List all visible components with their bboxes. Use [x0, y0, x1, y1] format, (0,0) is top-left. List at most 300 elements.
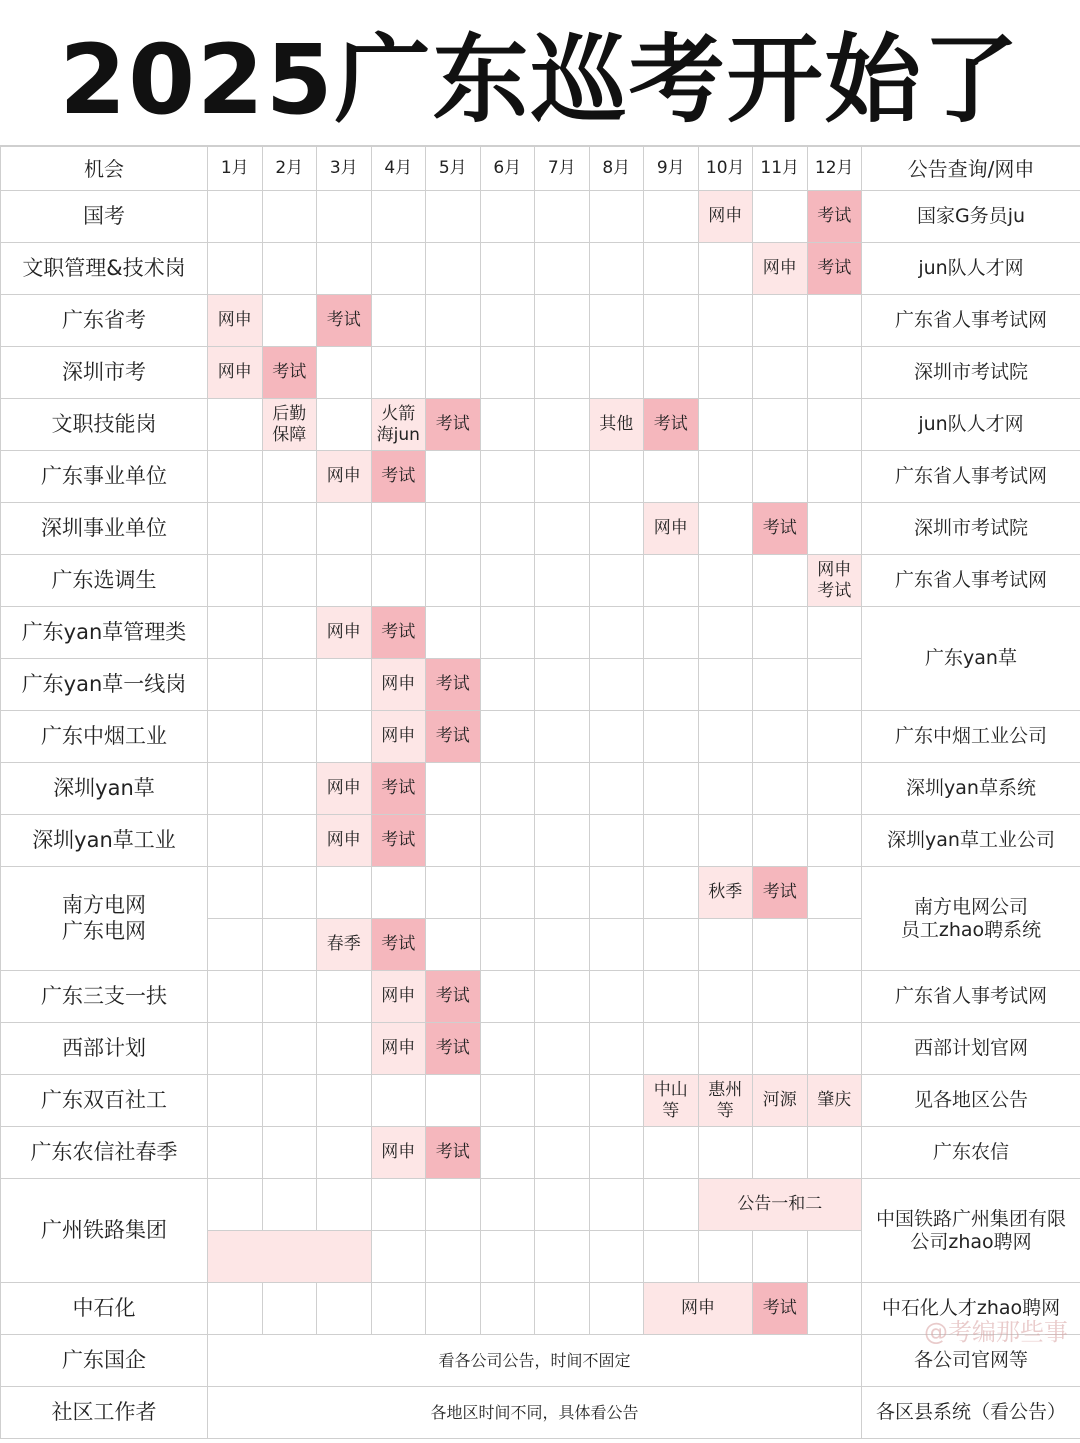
row-source: 广东中烟工业公司 [862, 711, 1080, 763]
table-row [1, 815, 1080, 867]
empty-cell [371, 1075, 426, 1127]
row-name: 广东中烟工业 [1, 711, 208, 763]
row-name: 广东yan草管理类 [1, 607, 208, 659]
empty-cell [698, 555, 753, 607]
schedule-cell: 网申 [644, 1283, 753, 1335]
empty-cell [208, 1127, 263, 1179]
empty-cell [589, 763, 644, 815]
empty-cell [480, 399, 535, 451]
empty-cell [535, 1023, 590, 1075]
empty-cell [753, 815, 808, 867]
row-source: 见各地区公告 [862, 1075, 1080, 1127]
schedule-cell: 考试 [262, 347, 317, 399]
row-name: 深圳市考 [1, 347, 208, 399]
table-row [1, 763, 1080, 815]
schedule-cell: 各地区时间不同，具体看公告 [208, 1387, 862, 1439]
schedule-cell: 考试 [807, 243, 862, 295]
empty-cell [698, 919, 753, 971]
empty-cell [535, 555, 590, 607]
schedule-cell: 网申 [371, 1127, 426, 1179]
row-name: 深圳yan草 [1, 763, 208, 815]
empty-cell [480, 1179, 535, 1231]
empty-cell [807, 763, 862, 815]
table-row [1, 191, 1080, 243]
empty-cell [644, 711, 699, 763]
empty-cell [371, 555, 426, 607]
empty-cell [480, 191, 535, 243]
empty-cell [480, 607, 535, 659]
row-name: 西部计划 [1, 1023, 208, 1075]
schedule-cell: 考试 [371, 451, 426, 503]
empty-cell [535, 191, 590, 243]
empty-cell [262, 1283, 317, 1335]
empty-cell [644, 815, 699, 867]
empty-cell [208, 451, 263, 503]
schedule-cell: 其他 [589, 399, 644, 451]
empty-cell [753, 1023, 808, 1075]
empty-cell [426, 1231, 481, 1283]
empty-cell [426, 607, 481, 659]
header-month: 8月 [589, 147, 644, 191]
table-row [1, 347, 1080, 399]
empty-cell [480, 971, 535, 1023]
empty-cell [753, 295, 808, 347]
row-name: 广东事业单位 [1, 451, 208, 503]
empty-cell [208, 555, 263, 607]
table-row [1, 1283, 1080, 1335]
empty-cell [698, 1127, 753, 1179]
empty-cell [535, 711, 590, 763]
table-row [1, 971, 1080, 1023]
schedule-cell: 考试 [371, 607, 426, 659]
empty-cell [480, 555, 535, 607]
table-row [1, 1387, 1080, 1439]
schedule-cell: 网申 [317, 451, 372, 503]
empty-cell [262, 503, 317, 555]
empty-cell [535, 295, 590, 347]
empty-cell [589, 815, 644, 867]
empty-cell [807, 919, 862, 971]
empty-cell [317, 867, 372, 919]
empty-cell [480, 503, 535, 555]
schedule-cell: 网申 [317, 815, 372, 867]
row-source: 国家G务员ju [862, 191, 1080, 243]
empty-cell [589, 607, 644, 659]
schedule-cell: 考试 [371, 919, 426, 971]
empty-cell [317, 347, 372, 399]
empty-cell [208, 711, 263, 763]
empty-cell [371, 1179, 426, 1231]
empty-cell [371, 243, 426, 295]
empty-cell [589, 503, 644, 555]
empty-cell [426, 555, 481, 607]
empty-cell [480, 1283, 535, 1335]
empty-cell [480, 1127, 535, 1179]
empty-cell [698, 659, 753, 711]
empty-cell [807, 659, 862, 711]
empty-cell [807, 399, 862, 451]
empty-cell [535, 867, 590, 919]
empty-cell [698, 243, 753, 295]
row-name: 广东双百社工 [1, 1075, 208, 1127]
schedule-cell: 网申 [208, 347, 263, 399]
row-source: 各区县系统（看公告） [862, 1387, 1080, 1439]
schedule-cell: 考试 [807, 191, 862, 243]
empty-cell [589, 1127, 644, 1179]
empty-cell [317, 1127, 372, 1179]
empty-cell [262, 659, 317, 711]
watermark: @考编那些事 [924, 1318, 1068, 1346]
schedule-cell: 网申 [317, 607, 372, 659]
empty-cell [644, 1179, 699, 1231]
empty-cell [644, 347, 699, 399]
table-row [1, 607, 1080, 659]
empty-cell [262, 867, 317, 919]
header-source: 公告查询/网申 [862, 147, 1080, 191]
empty-cell [698, 503, 753, 555]
empty-cell [644, 295, 699, 347]
empty-cell [535, 1179, 590, 1231]
empty-cell [753, 711, 808, 763]
exam-schedule-table [0, 146, 1080, 1439]
empty-cell [317, 1179, 372, 1231]
empty-cell [208, 1283, 263, 1335]
schedule-cell: 惠州 等 [698, 1075, 753, 1127]
empty-cell [807, 1127, 862, 1179]
empty-cell [807, 451, 862, 503]
empty-cell [317, 659, 372, 711]
empty-cell [208, 191, 263, 243]
empty-cell [426, 815, 481, 867]
row-source: 广东省人事考试网 [862, 295, 1080, 347]
table-row [1, 1023, 1080, 1075]
schedule-cell: 春季 [317, 919, 372, 971]
empty-cell [262, 763, 317, 815]
empty-cell [317, 243, 372, 295]
empty-cell [480, 659, 535, 711]
empty-cell [208, 1023, 263, 1075]
row-source: 广东省人事考试网 [862, 971, 1080, 1023]
empty-cell [262, 1127, 317, 1179]
empty-cell [262, 711, 317, 763]
empty-cell [589, 1179, 644, 1231]
empty-cell [753, 659, 808, 711]
empty-cell [589, 1231, 644, 1283]
empty-cell [371, 191, 426, 243]
empty-cell [480, 347, 535, 399]
empty-cell [589, 451, 644, 503]
empty-cell [644, 971, 699, 1023]
schedule-cell: 河源 [753, 1075, 808, 1127]
empty-cell [807, 1023, 862, 1075]
row-name: 文职技能岗 [1, 399, 208, 451]
empty-cell [753, 971, 808, 1023]
row-name: 国考 [1, 191, 208, 243]
row-name: 深圳yan草工业 [1, 815, 208, 867]
empty-cell [807, 1231, 862, 1283]
empty-cell [698, 711, 753, 763]
table-row [1, 867, 1080, 919]
empty-cell [262, 295, 317, 347]
schedule-cell: 考试 [371, 763, 426, 815]
empty-cell [753, 1231, 808, 1283]
row-source: 广东yan草 [862, 607, 1080, 711]
schedule-cell: 网申 [371, 971, 426, 1023]
empty-cell [480, 295, 535, 347]
row-source: jun队人才网 [862, 399, 1080, 451]
empty-cell [262, 1023, 317, 1075]
schedule-cell: 考试 [426, 971, 481, 1023]
empty-cell [426, 1179, 481, 1231]
empty-cell [807, 971, 862, 1023]
row-source: 中国铁路广州集团有限 公司zhao聘网 [862, 1179, 1080, 1283]
empty-cell [371, 347, 426, 399]
empty-cell [208, 1179, 263, 1231]
empty-cell [426, 243, 481, 295]
row-name: 广东选调生 [1, 555, 208, 607]
empty-cell [589, 1075, 644, 1127]
empty-cell [698, 815, 753, 867]
row-name: 广东国企 [1, 1335, 208, 1387]
empty-cell [317, 555, 372, 607]
empty-cell [644, 1127, 699, 1179]
schedule-cell: 后勤 保障 [262, 399, 317, 451]
row-source: 深圳yan草工业公司 [862, 815, 1080, 867]
empty-cell [698, 347, 753, 399]
schedule-cell: 网申 [371, 659, 426, 711]
header-month: 12月 [807, 147, 862, 191]
schedule-cell: 考试 [426, 711, 481, 763]
empty-cell [535, 243, 590, 295]
empty-cell [480, 1231, 535, 1283]
row-name: 广州铁路集团 [1, 1179, 208, 1283]
empty-cell [317, 1023, 372, 1075]
row-source: 西部计划官网 [862, 1023, 1080, 1075]
empty-cell [753, 555, 808, 607]
empty-cell [208, 659, 263, 711]
empty-cell [208, 243, 263, 295]
schedule-cell: 网申 [317, 763, 372, 815]
empty-cell [317, 711, 372, 763]
schedule-cell: 网申 [698, 191, 753, 243]
header-month: 3月 [317, 147, 372, 191]
schedule-cell: 考试 [426, 1127, 481, 1179]
row-source: 各公司官网等 [862, 1335, 1080, 1387]
empty-cell [317, 399, 372, 451]
empty-cell [698, 399, 753, 451]
table-row [1, 555, 1080, 607]
empty-cell [371, 1283, 426, 1335]
empty-cell [317, 1283, 372, 1335]
empty-cell [589, 919, 644, 971]
empty-cell [208, 815, 263, 867]
empty-cell [535, 815, 590, 867]
row-name: 广东省考 [1, 295, 208, 347]
empty-cell [208, 763, 263, 815]
table-row [1, 711, 1080, 763]
empty-cell [262, 191, 317, 243]
empty-cell [426, 451, 481, 503]
schedule-cell: 网申 [753, 243, 808, 295]
row-source: 南方电网公司 员工zhao聘系统 [862, 867, 1080, 971]
empty-cell [698, 971, 753, 1023]
empty-cell [317, 191, 372, 243]
row-source: 广东省人事考试网 [862, 555, 1080, 607]
schedule-cell: 考试 [426, 399, 481, 451]
empty-cell [589, 867, 644, 919]
empty-cell [589, 659, 644, 711]
schedule-cell: 考试 [644, 399, 699, 451]
empty-cell [208, 399, 263, 451]
empty-cell [698, 1023, 753, 1075]
table-row [1, 1127, 1080, 1179]
empty-cell [753, 451, 808, 503]
empty-cell [589, 711, 644, 763]
empty-cell [317, 971, 372, 1023]
empty-cell [807, 711, 862, 763]
empty-cell [589, 1283, 644, 1335]
empty-cell [317, 1075, 372, 1127]
row-source: 深圳yan草系统 [862, 763, 1080, 815]
empty-cell [644, 191, 699, 243]
schedule-cell: 秋季 [698, 867, 753, 919]
empty-cell [426, 1075, 481, 1127]
empty-cell [262, 1179, 317, 1231]
schedule-cell: 考试 [753, 1283, 808, 1335]
empty-cell [644, 867, 699, 919]
empty-cell [807, 347, 862, 399]
empty-cell [753, 607, 808, 659]
empty-cell [535, 399, 590, 451]
empty-cell [535, 1075, 590, 1127]
schedule-cell: 公告一和二 [698, 1179, 862, 1231]
table-row [1, 1335, 1080, 1387]
schedule-cell: 考试 [753, 503, 808, 555]
row-source: 深圳市考试院 [862, 347, 1080, 399]
row-name: 南方电网 广东电网 [1, 867, 208, 971]
empty-cell [589, 555, 644, 607]
empty-cell [535, 347, 590, 399]
row-source: 广东省人事考试网 [862, 451, 1080, 503]
empty-cell [480, 711, 535, 763]
empty-cell [480, 1023, 535, 1075]
empty-cell [644, 659, 699, 711]
empty-cell [535, 763, 590, 815]
empty-cell [208, 503, 263, 555]
empty-cell [317, 503, 372, 555]
header-month: 1月 [208, 147, 263, 191]
empty-cell [535, 919, 590, 971]
empty-cell [262, 1075, 317, 1127]
header-month: 2月 [262, 147, 317, 191]
schedule-cell: 考试 [426, 659, 481, 711]
empty-cell [644, 555, 699, 607]
empty-cell [589, 347, 644, 399]
empty-cell [262, 451, 317, 503]
row-name: 广东yan草一线岗 [1, 659, 208, 711]
row-name: 深圳事业单位 [1, 503, 208, 555]
empty-cell [535, 1283, 590, 1335]
table-row [1, 399, 1080, 451]
empty-cell [208, 607, 263, 659]
empty-cell [262, 919, 317, 971]
row-source: 中石化人才zhao聘网 [862, 1283, 1080, 1335]
empty-cell [807, 503, 862, 555]
header-row [1, 147, 1080, 191]
empty-cell [208, 971, 263, 1023]
empty-cell [426, 763, 481, 815]
empty-cell [753, 1127, 808, 1179]
empty-cell [807, 867, 862, 919]
empty-cell [371, 867, 426, 919]
empty-cell [208, 1075, 263, 1127]
empty-cell [644, 1231, 699, 1283]
empty-cell [426, 295, 481, 347]
empty-cell [480, 763, 535, 815]
empty-cell [426, 347, 481, 399]
empty-cell [535, 1231, 590, 1283]
schedule-cell [208, 1231, 372, 1283]
empty-cell [807, 607, 862, 659]
empty-cell [753, 191, 808, 243]
empty-cell [644, 451, 699, 503]
table-row [1, 451, 1080, 503]
table-row [1, 295, 1080, 347]
schedule-cell: 网申 [371, 711, 426, 763]
row-name: 广东农信社春季 [1, 1127, 208, 1179]
empty-cell [698, 607, 753, 659]
empty-cell [262, 243, 317, 295]
row-source: 广东农信 [862, 1127, 1080, 1179]
header-month: 9月 [644, 147, 699, 191]
empty-cell [589, 971, 644, 1023]
row-name: 中石化 [1, 1283, 208, 1335]
page-title: 2025广东巡考开始了 [0, 0, 1080, 146]
empty-cell [535, 451, 590, 503]
empty-cell [426, 867, 481, 919]
header-month: 6月 [480, 147, 535, 191]
table-row [1, 503, 1080, 555]
empty-cell [535, 971, 590, 1023]
empty-cell [807, 815, 862, 867]
empty-cell [480, 451, 535, 503]
empty-cell [480, 867, 535, 919]
empty-cell [208, 867, 263, 919]
empty-cell [371, 1231, 426, 1283]
schedule-cell: 肇庆 [807, 1075, 862, 1127]
empty-cell [480, 243, 535, 295]
empty-cell [753, 763, 808, 815]
empty-cell [589, 243, 644, 295]
header-month: 5月 [426, 147, 481, 191]
schedule-cell: 中山 等 [644, 1075, 699, 1127]
empty-cell [807, 1283, 862, 1335]
empty-cell [535, 503, 590, 555]
empty-cell [753, 347, 808, 399]
row-name: 广东三支一扶 [1, 971, 208, 1023]
empty-cell [644, 763, 699, 815]
empty-cell [753, 919, 808, 971]
schedule-cell: 网申 [644, 503, 699, 555]
header-month: 10月 [698, 147, 753, 191]
schedule-cell: 考试 [371, 815, 426, 867]
empty-cell [426, 919, 481, 971]
header-opportunity: 机会 [1, 147, 208, 191]
empty-cell [807, 295, 862, 347]
header-month: 7月 [535, 147, 590, 191]
table-row [1, 243, 1080, 295]
schedule-cell: 考试 [426, 1023, 481, 1075]
